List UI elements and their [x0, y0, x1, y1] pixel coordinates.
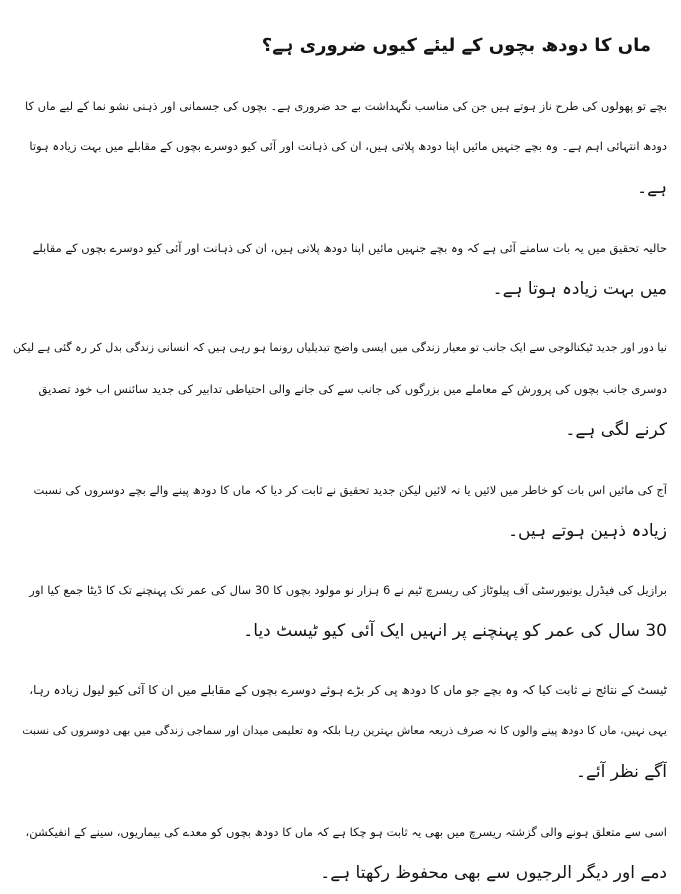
paragraph-line: کرنے لگی ہے۔ — [565, 420, 667, 440]
paragraph-line: حالیہ تحقیق میں یہ بات سامنے آئی ہے کہ وہ بچے جنہیں مائیں اپنا دودھ پلاتی ہیں، ان کی ذہانت اور آئی کیو دوسرے بچوں کے مقابلے — [32, 241, 667, 255]
paragraph-line: دمے اور دیگر الرجیوں سے بھی محفوظ رکھتا ہے۔ — [320, 863, 667, 883]
paragraph-line: اسی سے متعلق ہونے والی گزشتہ ریسرچ میں بھی یہ ثابت ہو چکا ہے کہ ماں کا دودھ بچوں کو معدے کی بیماریوں، سینے کے انفیکشن، — [25, 825, 667, 839]
paragraph-line: 30 سال کی عمر کو پہنچنے پر انہیں ایک آئی کیو ٹیسٹ دیا۔ — [243, 621, 667, 641]
paragraph-line: زیادہ ذہین ہوتے ہیں۔ — [508, 521, 667, 541]
paragraph-line: آج کی مائیں اس بات کو خاطر میں لائیں یا نہ لائیں لیکن جدید تحقیق نے ثابت کر دیا کہ ماں کا دودھ پینے والے بچے دوسروں کی نسبت — [33, 483, 667, 497]
paragraph-line: بچے تو پھولوں کی طرح ناز ہوتے ہیں جن کی مناسب نگہداشت بے حد ضروری ہے۔ بچوں کی جسمانی اور ذہنی نشو نما کے لیے ماں کا — [24, 99, 667, 113]
paragraph-line: دوسری جانب بچوں کی پرورش کے معاملے میں بزرگوں کی جانب سے کی جانے والی احتیاطی تدابیر کی جدید سائنس اب خود تصدیق — [38, 382, 667, 396]
article-title: ماں کا دودھ بچوں کے لیئے کیوں ضروری ہے؟ — [261, 35, 651, 56]
paragraph-line: دودھ انتہائی اہم ہے۔ وہ بچے جنہیں مائیں اپنا دودھ پلاتی ہیں، ان کی ذہانت اور آئی کیو دوسرے بچوں کے مقابلے میں بہت زیادہ ہوتا — [29, 139, 667, 153]
paragraph-line: ہے۔ — [637, 178, 667, 198]
paragraph-line: یہی نہیں، ماں کا دودھ پینے والوں کا نہ صرف ذریعہ معاش بہترین رہا بلکہ وہ تعلیمی میدان اور سماجی زندگی میں بھی دوسروں کی نسبت — [22, 724, 667, 737]
paragraph-line: برازیل کی فیڈرل یونیورسٹی آف پیلوٹاز کی ریسرچ ٹیم نے 6 ہزار نو مولود بچوں کا 30 سال کی عمر تک پہنچنے تک کا ڈیٹا جمع کیا اور — [29, 583, 667, 597]
paragraph-line: میں بہت زیادہ ہوتا ہے۔ — [492, 279, 667, 299]
paragraph-line: نیا دور اور جدید ٹیکنالوجی سے ایک جانب تو معیار زندگی میں ایسی واضح تبدیلیاں رونما ہو رہی ہیں کہ انسانی زندگی بدل کر رہ گئی ہے لیکن — [12, 341, 667, 354]
paragraph-line: آگے نظر آئے۔ — [575, 762, 667, 782]
paragraph-line: ٹیسٹ کے نتائج نے ثابت کیا کہ وہ بچے جو ماں کا دودھ پی کر بڑے ہوئے دوسرے بچوں کے مقابلے میں ان کا آئی کیو لیول زیادہ رہا، — [29, 683, 667, 697]
